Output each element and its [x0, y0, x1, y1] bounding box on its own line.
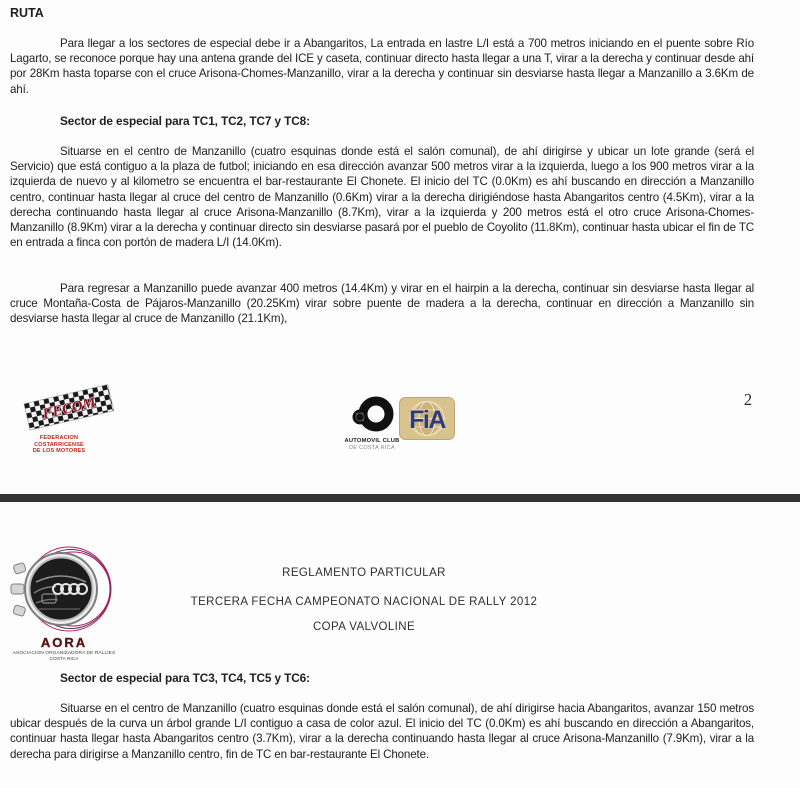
page-title: RUTA	[10, 6, 44, 20]
page-divider	[0, 494, 800, 502]
paragraph-return-route: Para regresar a Manzanillo puede avanzar 400 metros (14.4Km) y virar en el hairpin a la derecha, continuar sin desviarse hasta llegar al cruce Montaña-Costa de Pájaros-Manzanillo (20.25Km) virar sobre puente de madera a la derecha, continuar en dirección a Manzanillo sin desviarse hasta llegar al cruce de Manzanillo (21.1Km),	[10, 282, 754, 326]
automovil-club-logo	[341, 394, 403, 451]
paragraph-access-route: Para llegar a los sectores de especial debe ir a Abangaritos, La entrada en lastre L/I está a 700 metros iniciando en el puente sobre Río Lagarto, se reconoce porque hay una antena grande del ICE y caseta, continuar directo hasta llegar a una T, virar a la derecha y continuar desde ahí por 28Km hasta toparse con el cruce Arisona-Chomes-Manzanillo, virar a la derecha y continuar sin desviarse hasta llegar a Manzanillo a 3.6Km de ahí.	[10, 37, 754, 96]
fecom-logo	[16, 384, 126, 455]
heading-sector-tc3-tc4-tc5-tc6: Sector de especial para TC3, TC4, TC5 y TC6:	[60, 671, 310, 685]
fia-wordmark: FiA	[409, 406, 445, 434]
header-reglamento: REGLAMENTO PARTICULAR	[282, 567, 446, 579]
heading-sector-tc1-tc2-tc7-tc8: Sector de especial para TC1, TC2, TC7 y TC8:	[60, 114, 310, 128]
aora-subcaption: COSTA RICA	[49, 656, 79, 662]
wheel-ring-icon	[341, 394, 403, 436]
fia-globe-icon	[399, 397, 455, 440]
aora-caption: ASOCIACION ORGANIZADORA DE RALLIES	[12, 651, 116, 656]
fecom-wordmark: FECOM	[41, 394, 98, 423]
page-number: 2	[743, 390, 753, 409]
paragraph-sector-b: Situarse en el centro de Manzanillo (cuatro esquinas donde está el salón comunal), de ahí dirigirse hacia Abangaritos, avanzar 150 metros ubicar después de la curva un árbol grande L/I contiguo a casa de color azul. El inicio del TC (0.0Km) es ahí buscando en dirección a Abangaritos, continuar hasta llegar hasta Abangaritos centro (3.7Km), virar a la derecha continuando hasta llegar al cruce Arisona-Manzanillo (7.9Km), virar a la derecha para dirigirse a Manzanillo centro, fin de TC en bar-restaurante El Chonete.	[10, 702, 754, 761]
automovil-club-caption: AUTOMOVIL CLUB	[344, 438, 400, 444]
fecom-caption: FEDERACION COSTARRICENSE DE LOS MOTORES	[32, 435, 86, 454]
paragraph-sector-a: Situarse en el centro de Manzanillo (cuatro esquinas donde está el salón comunal), de ahí dirigirse y ubicar un lote grande (será el Servicio) que está contiguo a la plaza de futbol; iniciando en esa dirección avanzar 500 metros virar a la izquierda, luego a los 900 metros virar a la izquierda de nuevo y al kilometro se encuentra el bar-restaurante El Chonete. El inicio del TC (0.0Km) es ahí buscando en dirección a Manzanillo centro, continuar hasta llegar al cruce del centro de Manzanillo (0.6Km) virar a la derecha dirigiéndose hasta Abangaritos centro (4.5Km), virar a la derecha continuando hasta llegar al cruce Arisona-Manzanillo (8.7Km), virar a la izquierda y 200 metros está el otro cruce Arisona-Chomes-Manzanillo (8.9Km) virar a la derecha y continuar directo sin desviarse pasará por el pueblo de Coyolito (11.8Km), continuar hasta ubicar el fin de TC en entrada a finca con portón de madera L/I (14.0Km).	[10, 145, 754, 250]
aora-wordmark: AORA	[40, 635, 88, 650]
header-tercera-fecha: TERCERA FECHA CAMPEONATO NACIONAL DE RALLY 2012	[190, 596, 538, 608]
header-copa-valvoline: COPA VALVOLINE	[312, 621, 416, 633]
fia-logo	[399, 397, 455, 445]
checkered-flag-icon	[16, 384, 126, 434]
automovil-club-subcaption: DE COSTA RICA	[349, 444, 395, 451]
